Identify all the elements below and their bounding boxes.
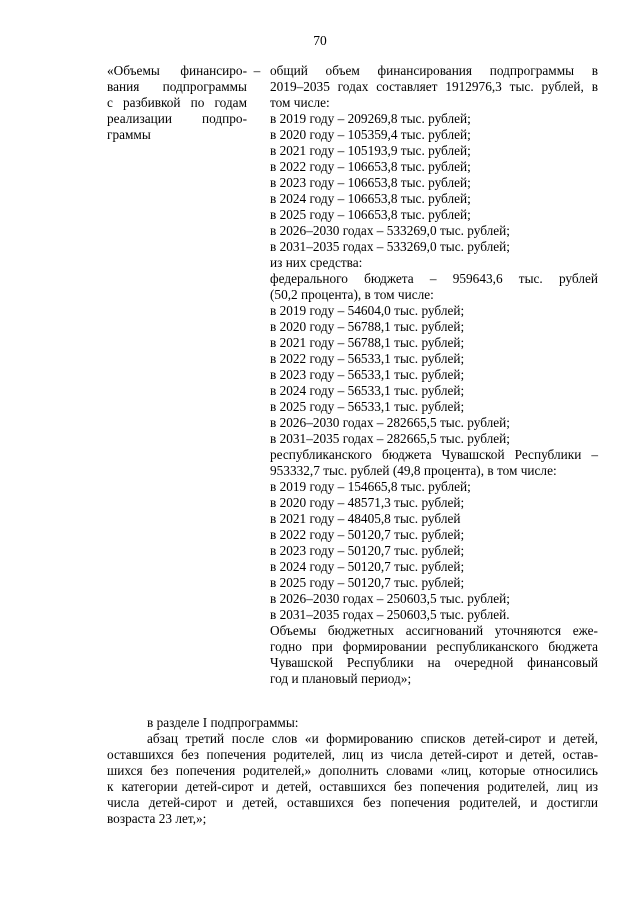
funding-label-line: с разбивкой по годам bbox=[107, 95, 247, 110]
amendment-line: оставшихся без попечения родителей, лиц из числа детей-сирот и детей, остав- bbox=[107, 747, 598, 762]
total-year-line: в 2021 году – 105193,9 тыс. рублей; bbox=[270, 143, 471, 158]
total-year-line: в 2019 году – 209269,8 тыс. рублей; bbox=[270, 111, 471, 126]
republic-year-line: в 2023 году – 50120,7 тыс. рублей; bbox=[270, 543, 465, 558]
closing-line: год и плановый период»; bbox=[270, 671, 412, 686]
republic-year-line: в 2031–2035 годах – 250603,5 тыс. рублей. bbox=[270, 607, 510, 622]
total-year-line: в 2023 году – 106653,8 тыс. рублей; bbox=[270, 175, 471, 190]
total-year-line: в 2022 году – 106653,8 тыс. рублей; bbox=[270, 159, 471, 174]
total-year-line: в 2031–2035 годах – 533269,0 тыс. рублей; bbox=[270, 239, 510, 254]
closing-line: Объемы бюджетных ассигнований уточняются еже- bbox=[270, 623, 598, 638]
sources-label: из них средства: bbox=[270, 255, 363, 270]
total-year-line: в 2026–2030 годах – 533269,0 тыс. рублей; bbox=[270, 223, 510, 238]
amendment-line: возраста 23 лет,»; bbox=[107, 811, 207, 826]
label-dash: – bbox=[253, 63, 261, 78]
funding-label-line: граммы bbox=[107, 127, 151, 142]
federal-year-line: в 2025 году – 56533,1 тыс. рублей; bbox=[270, 399, 465, 414]
total-year-line: в 2020 году – 105359,4 тыс. рублей; bbox=[270, 127, 471, 142]
republic-year-line: в 2021 году – 48405,8 тыс. рублей bbox=[270, 511, 461, 526]
republic-year-line: в 2026–2030 годах – 250603,5 тыс. рублей; bbox=[270, 591, 510, 606]
funding-label-line: реализации подпро- bbox=[107, 111, 247, 126]
federal-year-line: в 2021 году – 56788,1 тыс. рублей; bbox=[270, 335, 465, 350]
funding-label bbox=[107, 63, 247, 143]
federal-year-line: в 2031–2035 годах – 282665,5 тыс. рублей; bbox=[270, 431, 510, 446]
federal-year-line: в 2019 году – 54604,0 тыс. рублей; bbox=[270, 303, 465, 318]
amendment-line: абзац третий после слов «и формированию списков детей-сирот и детей, bbox=[147, 731, 598, 746]
closing-line: годно при формировании республиканского бюджета bbox=[270, 639, 598, 654]
funding-intro-line: 2019–2035 годах составляет 1912976,3 тыс. рублей, в bbox=[270, 79, 598, 94]
republic-year-line: в 2025 году – 50120,7 тыс. рублей; bbox=[270, 575, 465, 590]
federal-year-line: в 2022 году – 56533,1 тыс. рублей; bbox=[270, 351, 465, 366]
republic-intro-line: республиканского бюджета Чувашской Республики – bbox=[270, 447, 598, 462]
federal-year-line: в 2023 году – 56533,1 тыс. рублей; bbox=[270, 367, 465, 382]
funding-intro-line: общий объем финансирования подпрограммы в bbox=[270, 63, 598, 78]
federal-year-line: в 2020 году – 56788,1 тыс. рублей; bbox=[270, 319, 465, 334]
section-heading: в разделе I подпрограммы: bbox=[147, 715, 299, 730]
republic-year-line: в 2024 году – 50120,7 тыс. рублей; bbox=[270, 559, 465, 574]
funding-label-line: «Объемы финансиро- bbox=[107, 63, 247, 78]
funding-label-line: вания подпрограммы bbox=[107, 79, 247, 94]
federal-year-line: в 2026–2030 годах – 282665,5 тыс. рублей; bbox=[270, 415, 510, 430]
republic-year-line: в 2019 году – 154665,8 тыс. рублей; bbox=[270, 479, 471, 494]
republic-year-line: в 2020 году – 48571,3 тыс. рублей; bbox=[270, 495, 465, 510]
funding-intro-line: том числе: bbox=[270, 95, 330, 110]
republic-intro-line: 953332,7 тыс. рублей (49,8 процента), в том числе: bbox=[270, 463, 557, 478]
closing-line: Чувашской Республики на очередной финансовый bbox=[270, 655, 598, 670]
federal-intro-line: (50,2 процента), в том числе: bbox=[270, 287, 434, 302]
amendment-line: шихся без попечения родителей,» дополнить словами «лиц, которые относились bbox=[107, 763, 598, 778]
federal-year-line: в 2024 году – 56533,1 тыс. рублей; bbox=[270, 383, 465, 398]
amendment-line: к категории детей-сирот и детей, оставшихся без попечения родителей, лиц из bbox=[107, 779, 598, 794]
amendment-line: числа детей-сирот и детей, оставшихся без попечения родителей, и достигли bbox=[107, 795, 598, 810]
funding-details bbox=[270, 63, 598, 687]
total-year-line: в 2024 году – 106653,8 тыс. рублей; bbox=[270, 191, 471, 206]
amendment-text bbox=[107, 715, 598, 827]
page-number: 70 bbox=[313, 33, 327, 48]
federal-intro-line: федерального бюджета – 959643,6 тыс. рублей bbox=[270, 271, 598, 286]
republic-year-line: в 2022 году – 50120,7 тыс. рублей; bbox=[270, 527, 465, 542]
total-year-line: в 2025 году – 106653,8 тыс. рублей; bbox=[270, 207, 471, 222]
